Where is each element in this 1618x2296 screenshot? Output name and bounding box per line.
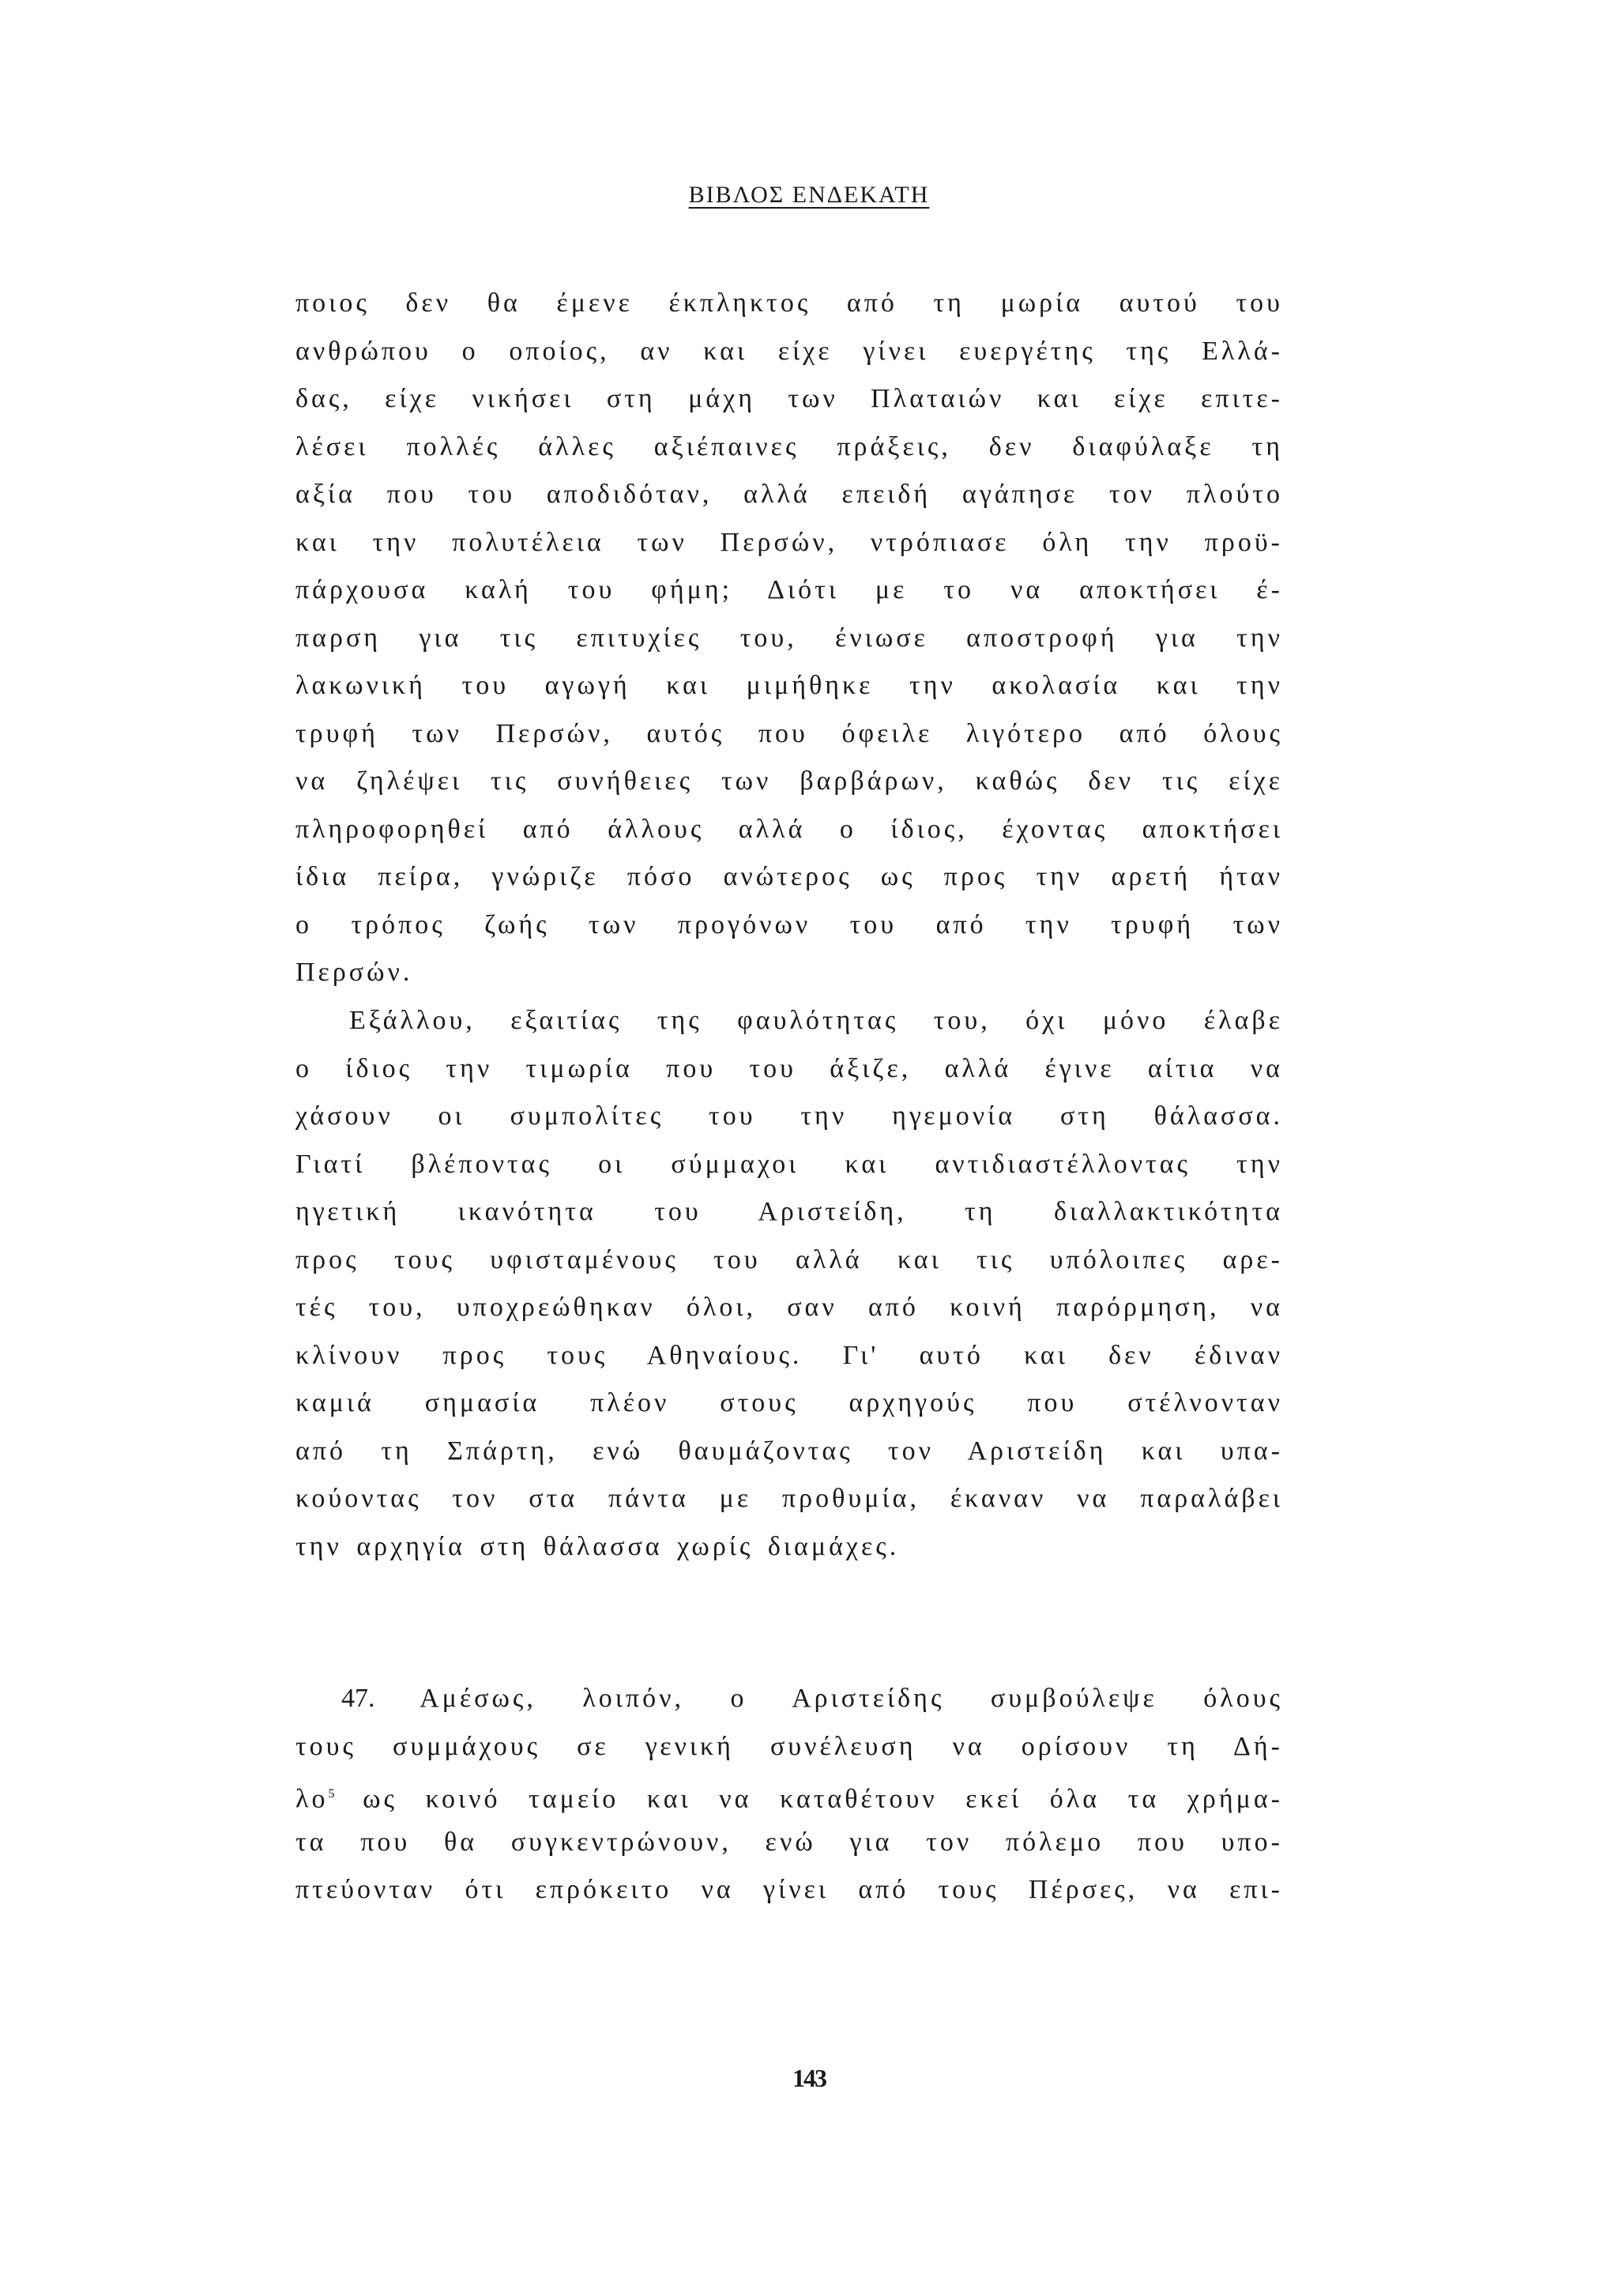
text-line: τρυφή των Περσών, αυτός που όφειλε λιγότερο από όλους (295, 718, 1283, 748)
text-line: πάρχουσα καλή του φήμη; Διότι με το να αποκτήσει έ- (295, 575, 1283, 604)
text-line: κλίνουν προς τους Αθηναίους. Γι' αυτό και δεν έδιναν (295, 1340, 1283, 1370)
text-line: την αρχηγία στη θάλασσα χωρίς διαμάχες. (295, 1531, 900, 1561)
text-line: ίδια πείρα, γνώριζε πόσο ανώτερος ως προς την αρετή ήταν (295, 862, 1283, 891)
text-line: ποιος δεν θα έμενε έκπληκτος από τη μωρία αυτού του (295, 288, 1283, 318)
text-line: και την πολυτέλεια των Περσών, ντρόπιασε όλη την προϋ- (295, 527, 1283, 557)
text-line: προς τους υφισταμένους του αλλά και τις υπόλοιπες αρε- (295, 1244, 1283, 1274)
text-line: Περσών. (295, 958, 413, 987)
text-line (295, 1771, 1283, 1819)
text-span: Αμέσως, λοιπόν, ο Αριστείδης συμβούλεψε όλους (420, 1684, 1283, 1713)
text-span: λο (295, 1784, 329, 1814)
text-span: ως κοινό ταμείο και να καταθέτουν εκεί όλα τα χρήμα- (334, 1784, 1283, 1814)
section-number: 47. (341, 1684, 375, 1713)
text-line (295, 1675, 1283, 1723)
text-line: λέσει πολλές άλλες αξιέπαινες πράξεις, δεν διαφύλαξε τη (295, 431, 1283, 461)
running-head-text: ΒΙΒΛΟΣ ΕΝΔΕΚΑΤΗ (688, 182, 930, 208)
paragraph-1 (295, 280, 1283, 997)
running-head (0, 182, 1618, 209)
text-line: ο τρόπος ζωής των προγόνων του από την τρυφή των (295, 909, 1283, 939)
text-line: λακωνική του αγωγή και μιμήθηκε την ακολασία και την (295, 671, 1283, 700)
text-line: από τη Σπάρτη, ενώ θαυμάζοντας τον Αριστείδη και υπα- (295, 1436, 1283, 1466)
text-line: πτεύονταν ότι επρόκειτο να γίνει από τους Πέρσες, να επι- (295, 1875, 1283, 1904)
text-line: ηγετική ικανότητα του Αριστείδη, τη διαλλακτικότητα (295, 1197, 1283, 1226)
text-line: καμιά σημασία πλέον στους αρχηγούς που στέλνονταν (295, 1388, 1283, 1417)
text-line: να ζηλέψει τις συνήθειες των βαρβάρων, καθώς δεν τις είχε (295, 766, 1283, 796)
text-line: τους συμμάχους σε γενική συνέλευση να ορίσουν τη Δή- (295, 1731, 1283, 1761)
text-line: αξία που του αποδιδόταν, αλλά επειδή αγάπησε τον πλούτο (295, 480, 1283, 509)
text-line: κούοντας τον στα πάντα με προθυμία, έκαναν να παραλάβει (295, 1484, 1283, 1513)
text-line: δας, είχε νικήσει στη μάχη των Πλαταιών και είχε επιτε- (295, 384, 1283, 413)
paragraph-47 (295, 1675, 1283, 1914)
text-line: Εξάλλου, εξαιτίας της φαυλότητας του, όχι μόνο έλαβε (349, 1006, 1283, 1035)
page-number: 143 (792, 2064, 826, 2092)
paragraph-2 (295, 997, 1283, 1571)
text-line: Γιατί βλέποντας οι σύμμαχοι και αντιδιαστέλλοντας την (295, 1149, 1283, 1179)
text-line: παρση για τις επιτυχίες του, ένιωσε αποστροφή για την (295, 623, 1283, 653)
footnote-ref: 5 (328, 1787, 335, 1801)
text-line: χάσουν οι συμπολίτες του την ηγεμονία στη θάλασσα. (295, 1101, 1283, 1131)
text-line: τές του, υποχρεώθηκαν όλοι, σαν από κοινή παρόρμηση, να (295, 1293, 1283, 1322)
text-line: ανθρώπου ο οποίος, αν και είχε γίνει ευεργέτης της Ελλά- (295, 336, 1283, 366)
text-line: ο ίδιος την τιμωρία που του άξιζε, αλλά έγινε αίτια να (295, 1053, 1283, 1083)
text-line: τα που θα συγκεντρώνουν, ενώ για τον πόλεμο που υπο- (295, 1827, 1283, 1857)
text-line: πληροφορηθεί από άλλους αλλά ο ίδιος, έχοντας αποκτήσει (295, 814, 1283, 844)
